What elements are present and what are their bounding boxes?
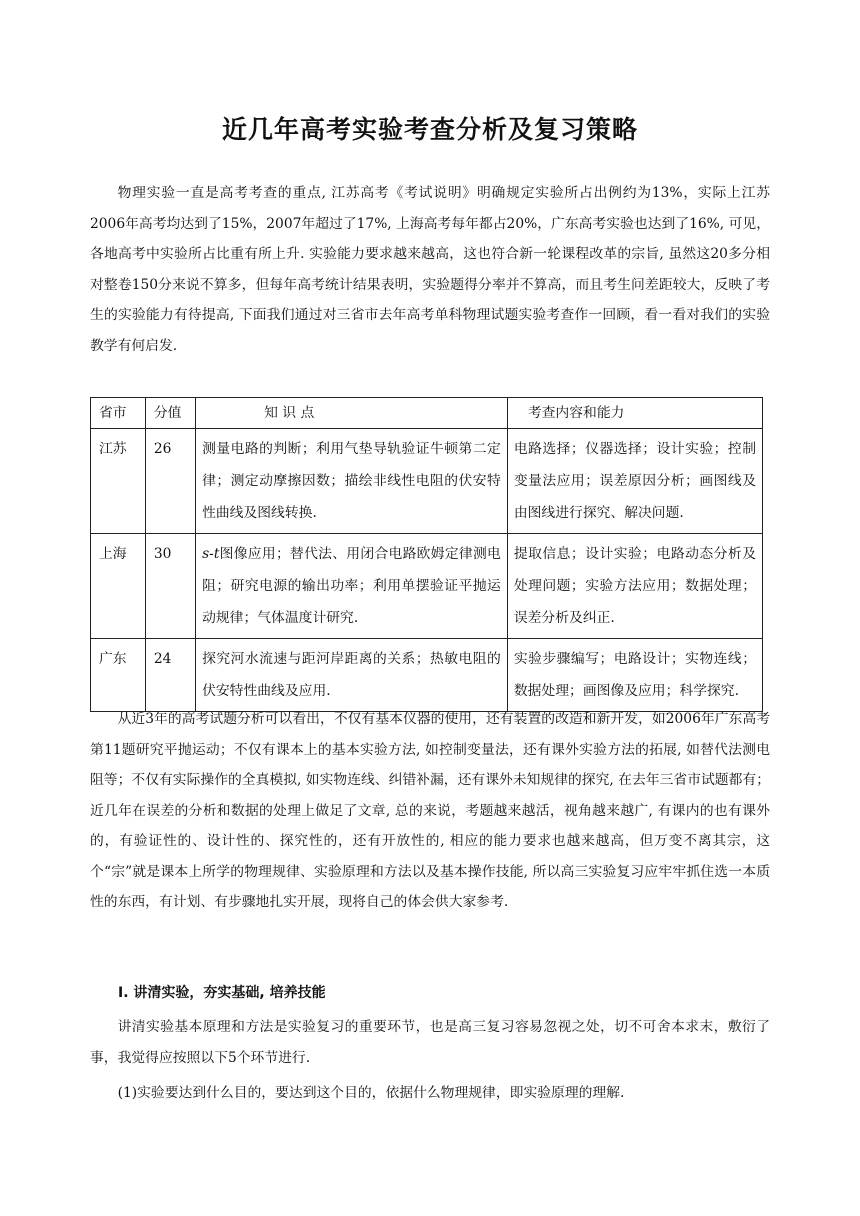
cell-knowledge: 探究河水流速与距河岸距离的关系；热敏电阻的伏安特性曲线及应用.	[196, 639, 508, 712]
table-row	[91, 534, 763, 639]
header-score: 分值	[145, 398, 195, 429]
cell-region: 上海	[91, 534, 146, 639]
intro-paragraph: 物理实验一直是高考考查的重点, 江苏高考《考试说明》明确规定实验所占出例约为13%，实际上江苏2006年高考均达到了15%，2007年超过了17%, 上海高考每年都占20%，广东高考实验也达到了16%, 可见，各地高考中实验所占比重有所上升. 实验能力要求越来越高，这也符合新一轮课程改革的宗旨, 虽然这20多分相对整卷150分来说不算多，但每年高考统计结果表明，实验题得分率并不算高，而且考生问差距较大，反映了考生的实验能力有待提高, 下面我们通过对三省市去年高考单科物理试题实验考查作一回顾，看一看对我们的实验教学有何启发.	[90, 185, 770, 354]
header-region: 省市	[91, 398, 146, 429]
cell-score: 24	[145, 639, 195, 712]
cell-ability: 电路选择；仪器选择；设计实验；控制变量法应用；误差原因分析；画图线及由图线进行探究、解决问题.	[507, 429, 762, 534]
st-graph-label: s-t	[202, 546, 220, 562]
cell-knowledge	[196, 534, 508, 639]
table-header-row	[91, 398, 763, 429]
analysis-paragraph: 从近3年的高考试题分析可以看出，不仅有基本仪器的使用，还有装置的改造和新开发，如2006年广东高考第11题研究平抛运动；不仅有课本上的基本实验方法, 如控制变量法，还有课外实验方法的拓展, 如替代法测电阻等；不仅有实际操作的全真模拟, 如实物连线、纠错补漏，还有课外未知规律的探究, 在去年三省市试题都有；近几年在误差的分析和数据的处理上做足了文章, 总的来说，考题越来越活，视角越来越广, 有课内的也有课外的，有验证性的、设计性的、探究性的，还有开放性的, 相应的能力要求也越来越高，但万变不离其宗，这个“宗”就是课本上所学的物理规律、实验原理和方法以及基本操作技能, 所以高三实验复习应牢牢抓住选一本质性的东西，有计划、有步骤地扎实开展，现将自己的体会供大家参考.	[90, 711, 770, 910]
cell-ability: 实验步骤编写；电路设计；实物连线；数据处理；画图像及应用；科学探究.	[507, 639, 762, 712]
cell-score: 30	[145, 534, 195, 639]
cell-ability: 提取信息；设计实验；电路动态分析及处理问题；实验方法应用；数据处理；误差分析及纠正.	[507, 534, 762, 639]
cell-region: 江苏	[91, 429, 146, 534]
section-paragraph: 讲清实验基本原理和方法是实验复习的重要环节，也是高三复习容易忽视之处，切不可舍本求末，敷衍了事，我觉得应按照以下5个环节进行.	[90, 1019, 770, 1066]
cell-knowledge: 测量电路的判断；利用气垫导轨验证牛顿第二定律；测定动摩擦因数；描绘非线性电阻的伏安特性曲线及图线转换.	[196, 429, 508, 534]
exam-analysis-table	[90, 397, 763, 712]
table-row	[91, 639, 763, 712]
document-title: 近几年高考实验考查分析及复习策略	[221, 115, 638, 144]
header-ability: 考查内容和能力	[507, 398, 762, 429]
cell-knowledge-text: 图像应用；替代法、用闭合电路欧姆定律测电阻；研究电源的输出功率；利用单摆验证平抛运动规律；气体温度计研究.	[202, 546, 501, 626]
table-row	[91, 429, 763, 534]
section-heading: Ⅰ. 讲清实验，夯实基础, 培养技能	[118, 985, 326, 1001]
cell-region: 广东	[91, 639, 146, 712]
cell-score: 26	[145, 429, 195, 534]
header-knowledge: 知 识 点	[196, 398, 508, 429]
list-item: (1)实验要达到什么目的，要达到这个目的，依据什么物理规律，即实验原理的理解.	[117, 1085, 625, 1101]
